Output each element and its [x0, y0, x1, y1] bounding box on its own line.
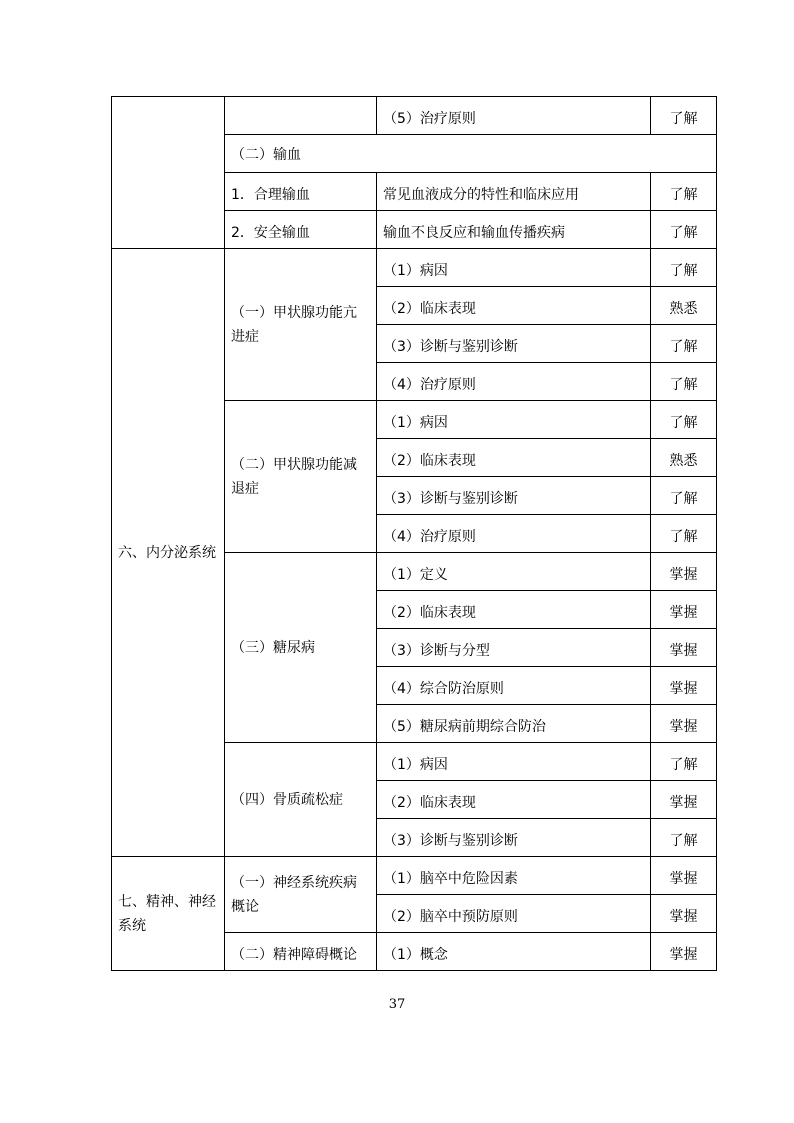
item-cell: （3）诊断与鉴别诊断 — [377, 477, 651, 515]
requirement-cell: 掌握 — [651, 553, 717, 591]
requirement-cell: 熟悉 — [651, 439, 717, 477]
requirement-cell: 了解 — [651, 363, 717, 401]
requirement-cell: 了解 — [651, 743, 717, 781]
item-cell: （1）脑卒中危险因素 — [377, 857, 651, 895]
requirement-cell: 掌握 — [651, 895, 717, 933]
requirement-cell: 了解 — [651, 97, 717, 135]
item-cell: （2）临床表现 — [377, 439, 651, 477]
item-cell: （2）临床表现 — [377, 287, 651, 325]
item-cell: （2）临床表现 — [377, 781, 651, 819]
subsection-title: （二）输血 — [225, 135, 717, 173]
requirement-cell: 了解 — [651, 211, 717, 249]
item-cell: （1）病因 — [377, 401, 651, 439]
item-cell: 输血不良反应和输血传播疾病 — [377, 211, 651, 249]
page-number: 37 — [388, 997, 406, 1012]
table-row — [112, 249, 717, 287]
requirement-cell: 了解 — [651, 249, 717, 287]
topic-title: （一）甲状腺功能亢进症 — [225, 249, 377, 401]
item-cell: （3）诊断与鉴别诊断 — [377, 819, 651, 857]
requirement-cell: 掌握 — [651, 591, 717, 629]
requirement-cell: 掌握 — [651, 667, 717, 705]
requirement-cell: 掌握 — [651, 781, 717, 819]
requirement-cell: 了解 — [651, 173, 717, 211]
requirement-cell: 掌握 — [651, 705, 717, 743]
requirement-cell: 熟悉 — [651, 287, 717, 325]
item-cell: （3）诊断与鉴别诊断 — [377, 325, 651, 363]
requirement-cell: 掌握 — [651, 857, 717, 895]
requirement-cell: 掌握 — [651, 933, 717, 971]
item-cell: （3）诊断与分型 — [377, 629, 651, 667]
requirement-cell: 了解 — [651, 819, 717, 857]
item-cell: （5）糖尿病前期综合防治 — [377, 705, 651, 743]
section-cell-empty — [112, 97, 225, 249]
requirement-cell: 了解 — [651, 477, 717, 515]
topic-title: （四）骨质疏松症 — [225, 743, 377, 857]
table-row — [112, 97, 717, 135]
item-cell: （1）病因 — [377, 743, 651, 781]
syllabus-table — [111, 96, 717, 971]
topic-cell-empty — [225, 97, 377, 135]
requirement-cell: 了解 — [651, 515, 717, 553]
item-cell: 常见血液成分的特性和临床应用 — [377, 173, 651, 211]
topic-title: （二）精神障碍概论 — [225, 933, 377, 971]
topic-title: （三）糖尿病 — [225, 553, 377, 743]
item-cell: （4）治疗原则 — [377, 515, 651, 553]
item-cell: （4）治疗原则 — [377, 363, 651, 401]
topic-title: （一）神经系统疾病概论 — [225, 857, 377, 933]
topic-title: （二）甲状腺功能减退症 — [225, 401, 377, 553]
item-cell: （1）病因 — [377, 249, 651, 287]
item-cell: （1）概念 — [377, 933, 651, 971]
requirement-cell: 掌握 — [651, 629, 717, 667]
requirement-cell: 了解 — [651, 325, 717, 363]
item-cell: （4）综合防治原则 — [377, 667, 651, 705]
table-row — [112, 857, 717, 895]
topic-cell: 2．安全输血 — [225, 211, 377, 249]
section-title: 六、内分泌系统 — [112, 249, 225, 857]
topic-cell: 1．合理输血 — [225, 173, 377, 211]
item-cell: （1）定义 — [377, 553, 651, 591]
item-cell: （2）临床表现 — [377, 591, 651, 629]
item-cell: （2）脑卒中预防原则 — [377, 895, 651, 933]
section-title: 七、精神、神经系统 — [112, 857, 225, 971]
requirement-cell: 了解 — [651, 401, 717, 439]
item-cell: （5）治疗原则 — [377, 97, 651, 135]
